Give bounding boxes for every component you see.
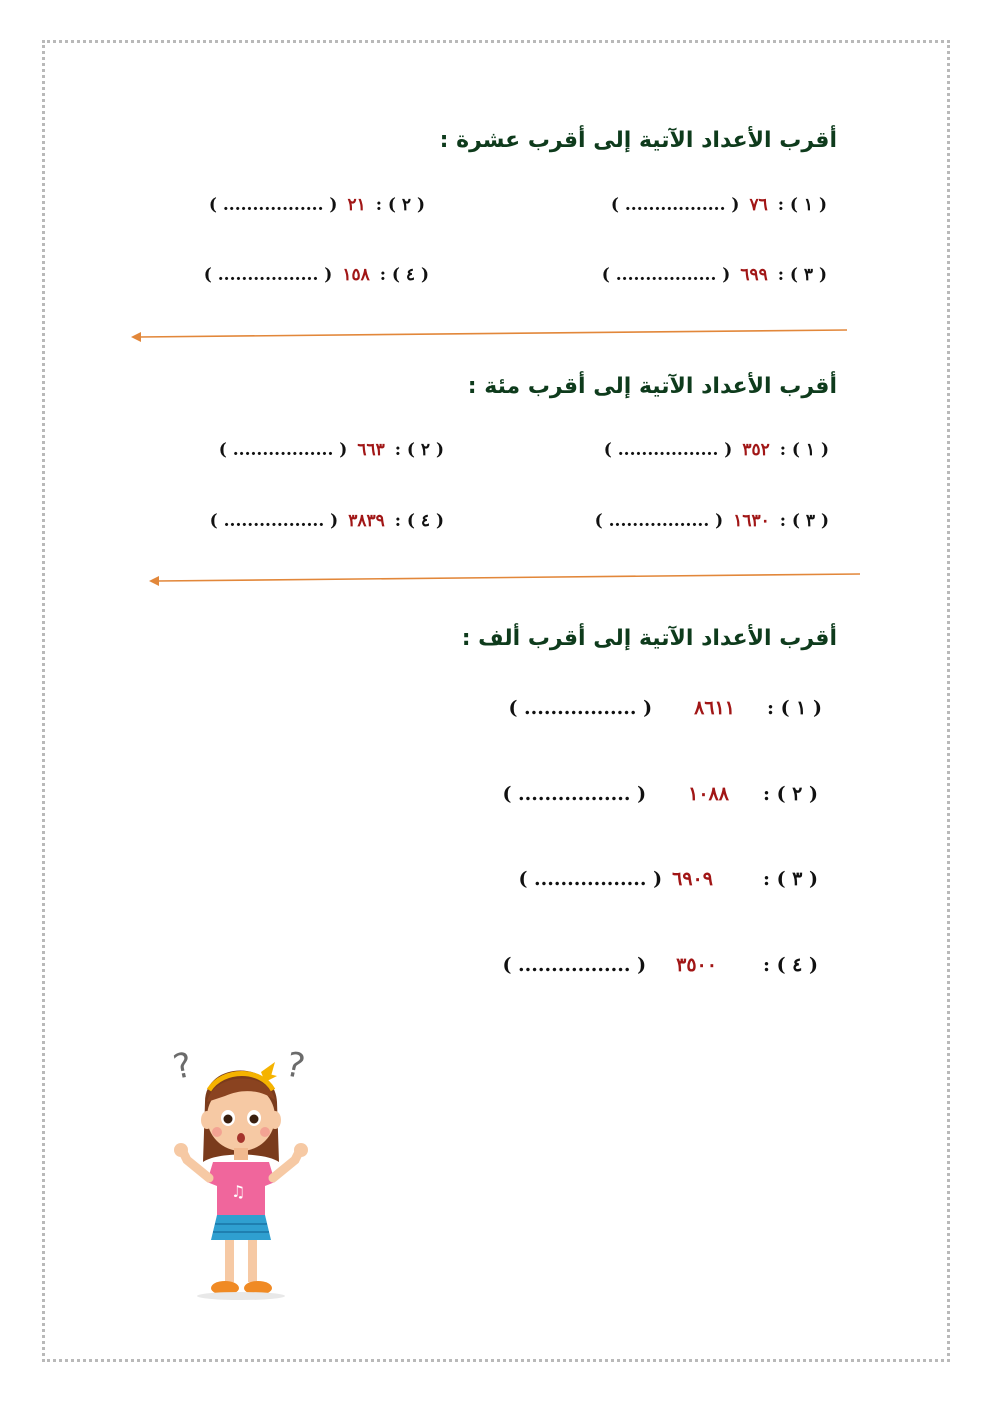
s2-item-4-blank[interactable]: ( ................. ) [209, 511, 339, 531]
svg-text:♫: ♫ [231, 1182, 246, 1201]
s1-item-2-blank[interactable]: ( ................. ) [208, 195, 338, 215]
s3-item-1-blank[interactable]: ( ................. ) [508, 697, 653, 719]
s1-item-2 [209, 195, 425, 215]
s2-item-2 [219, 440, 444, 460]
s1-item-3-blank[interactable]: ( ................. ) [601, 265, 731, 285]
s3-item-3-number: ٦٩٠٩ [672, 868, 713, 890]
s1-item-3-label: ( ٣ ) : [777, 265, 827, 285]
s2-item-1-number: ٣٥٢ [742, 440, 770, 460]
s3-item-1 [508, 697, 822, 719]
s1-item-1-number: ٧٦ [749, 195, 768, 215]
s3-item-4-label: ( ٤ ) : [762, 954, 818, 976]
s2-item-3 [595, 511, 829, 531]
divider-arrow-1 [125, 322, 855, 346]
s1-item-4-blank[interactable]: ( ................. ) [203, 265, 333, 285]
s3-item-3-label: ( ٣ ) : [762, 868, 818, 890]
s2-item-1-blank[interactable]: ( ................. ) [603, 440, 733, 460]
s3-item-3 [518, 868, 818, 890]
s2-item-1-label: ( ١ ) : [779, 440, 829, 460]
s1-item-4-label: ( ٤ ) : [379, 265, 429, 285]
s3-item-2-label: ( ٢ ) : [762, 783, 818, 805]
s1-item-1-label: ( ١ ) : [777, 195, 827, 215]
s3-item-4 [502, 954, 818, 976]
svg-text:?: ? [282, 1044, 309, 1088]
s3-item-2 [502, 783, 818, 805]
s2-item-2-blank[interactable]: ( ................. ) [218, 440, 348, 460]
s2-item-2-number: ٦٦٣ [357, 440, 385, 460]
s3-item-2-number: ١٠٨٨ [688, 783, 729, 805]
s1-item-2-number: ٢١ [347, 195, 366, 215]
s1-item-3-number: ٦٩٩ [740, 265, 768, 285]
s1-item-4 [204, 265, 429, 285]
s3-item-1-number: ٨٦١١ [694, 697, 735, 719]
divider-arrow-2 [143, 566, 868, 590]
confused-girl-illustration [165, 1032, 315, 1307]
s2-item-4 [210, 511, 444, 531]
s1-item-3 [602, 265, 827, 285]
s2-item-1 [604, 440, 829, 460]
s2-item-2-label: ( ٢ ) : [394, 440, 444, 460]
s2-item-4-number: ٣٨٣٩ [348, 511, 385, 531]
s2-item-3-blank[interactable]: ( ................. ) [594, 511, 724, 531]
s3-item-3-blank[interactable]: ( ................. ) [518, 868, 663, 890]
s1-item-1-blank[interactable]: ( ................. ) [610, 195, 740, 215]
s3-item-4-number: ٣٥٠٠ [676, 954, 717, 976]
s3-item-1-label: ( ١ ) : [766, 697, 822, 719]
s3-item-4-blank[interactable]: ( ................. ) [502, 954, 647, 976]
s1-item-1 [611, 195, 827, 215]
s2-item-3-number: ١٦٣٠ [733, 511, 770, 531]
s1-item-4-number: ١٥٨ [342, 265, 370, 285]
section3-heading: أقرب الأعداد الآتية إلى أقرب ألف : [461, 626, 837, 651]
s2-item-3-label: ( ٣ ) : [779, 511, 829, 531]
s3-item-2-blank[interactable]: ( ................. ) [502, 783, 647, 805]
section1-heading: أقرب الأعداد الآتية إلى أقرب عشرة : [439, 128, 837, 153]
s2-item-4-label: ( ٤ ) : [394, 511, 444, 531]
section2-heading: أقرب الأعداد الآتية إلى أقرب مئة : [467, 374, 837, 399]
svg-text:?: ? [169, 1044, 196, 1088]
s1-item-2-label: ( ٢ ) : [375, 195, 425, 215]
